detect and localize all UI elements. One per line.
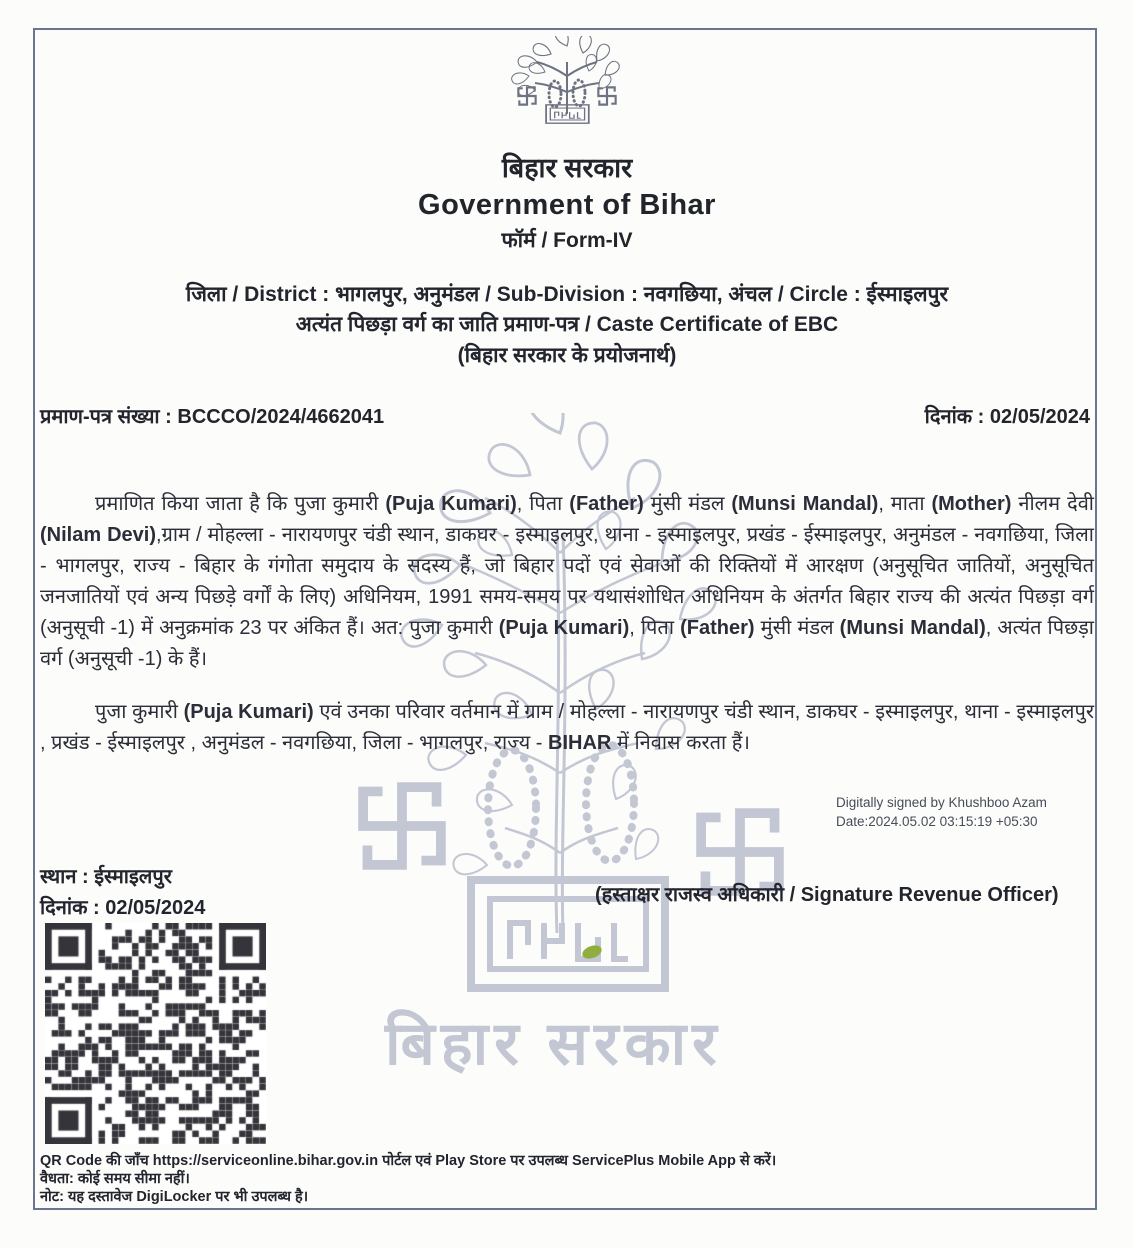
certificate-body-paragraph: प्रमाणित किया जाता है कि पुजा कुमारी (Puja Kumari), पिता (Father) मुंसी मंडल (Munsi Mandal), माता (Mother) नीलम देवी (Nilam Devi),ग्राम / मोहल्ला - नारायणपुर चंडी स्थान, डाकघर - इस्माइलपुर, थाना - इस्माइलपुर, प्रखंड - ईस्माइलपुर, अनुमंडल - नवगछिया, जिला - भागलपुर, राज्य - बिहार के गंगोता समुदाय के सदस्य हैं, जो बिहार पदों एवं सेवाओं की रिक्तियों में आरक्षण (अनुसूचित जातियों, अनुसूचित जनजातियों एवं अन्य पिछड़े वर्गों के लिए) अधिनियम, 1991 समय-समय पर यथासंशोधित अधिनियम के अंतर्गत बिहार राज्य की अत्यंत पिछड़ा वर्ग (अनुसूची -1) में अनुक्रमांक 23 पर अंकित हैं। अत: पुजा कुमारी (Puja Kumari), पिता (Father) मुंसी मंडल (Munsi Mandal), अत्यंत पिछड़ा वर्ग (अनुसूची -1) के हैं। (40, 493, 1094, 670)
purpose-line: (बिहार सरकार के प्रयोजनार्थ) (457, 344, 677, 367)
title-english: Government of Bihar (418, 189, 716, 221)
certificate-number-value: BCCCO/2024/4662041 (177, 406, 385, 428)
certificate-number-label: प्रमाण-पत्र संख्या : (40, 406, 178, 428)
certificate-title-line: अत्यंत पिछड़ा वर्ग का जाति प्रमाण-पत्र / Caste Certificate of EBC (295, 313, 839, 336)
title-hindi: बिहार सरकार (501, 153, 633, 183)
place-line: स्थान : ईस्माइलपुर (40, 866, 172, 888)
digital-signature-line1: Digitally signed by Khushboo Azam (836, 795, 1047, 810)
issue-date-value: 02/05/2024 (989, 406, 1090, 428)
form-number-line: फॉर्म / Form-IV (501, 229, 633, 252)
issue-date-label: दिनांक : (924, 406, 990, 428)
bihar-sarkar-watermark-text: बिहार सरकार (385, 1010, 723, 1077)
qr-code (45, 923, 266, 1144)
issue-date (925, 402, 1090, 429)
residence-paragraph: पुजा कुमारी (Puja Kumari) एवं उनका परिवार वर्तमान में ग्राम / मोहल्ला - नारायणपुर चंडी स्थान, डाकघर - इस्माइलपुर, थाना - इस्माइलपुर , प्रखंड - ईस्माइलपुर , अनुमंडल - नवगछिया, जिला - भागलपुर, राज्य - BIHAR में निवास करता हैं। (40, 701, 1095, 754)
digital-signature-block (836, 793, 1047, 831)
footer-validity-line: वैधता: कोई समय सीमा नहीं। (40, 1171, 190, 1187)
footer-notes (40, 1152, 776, 1206)
signature-revenue-officer-line: (हस्ताक्षर राजस्व अधिकारी / Signature Revenue Officer) (595, 884, 1059, 906)
digital-signature-line2: Date:2024.05.02 03:15:19 +05:30 (836, 814, 1038, 829)
footer-digilocker-line: नोट: यह दस्तावेज DigiLocker पर भी उपलब्ध है। (40, 1189, 309, 1205)
bihar-government-emblem-icon (505, 36, 629, 140)
footer-qr-check-line: QR Code की जाँच https://serviceonline.bihar.gov.in पोर्टल एवं Play Store पर उपलब्ध ServicePlus Mobile App से करें। (40, 1153, 777, 1169)
district-subdivision-circle-line: जिला / District : भागलपुर, अनुमंडल / Sub-Division : नवगछिया, अंचल / Circle : ईस्माइलपुर (185, 283, 949, 306)
date-line: दिनांक : 02/05/2024 (40, 897, 206, 919)
certificate-number (40, 402, 384, 429)
